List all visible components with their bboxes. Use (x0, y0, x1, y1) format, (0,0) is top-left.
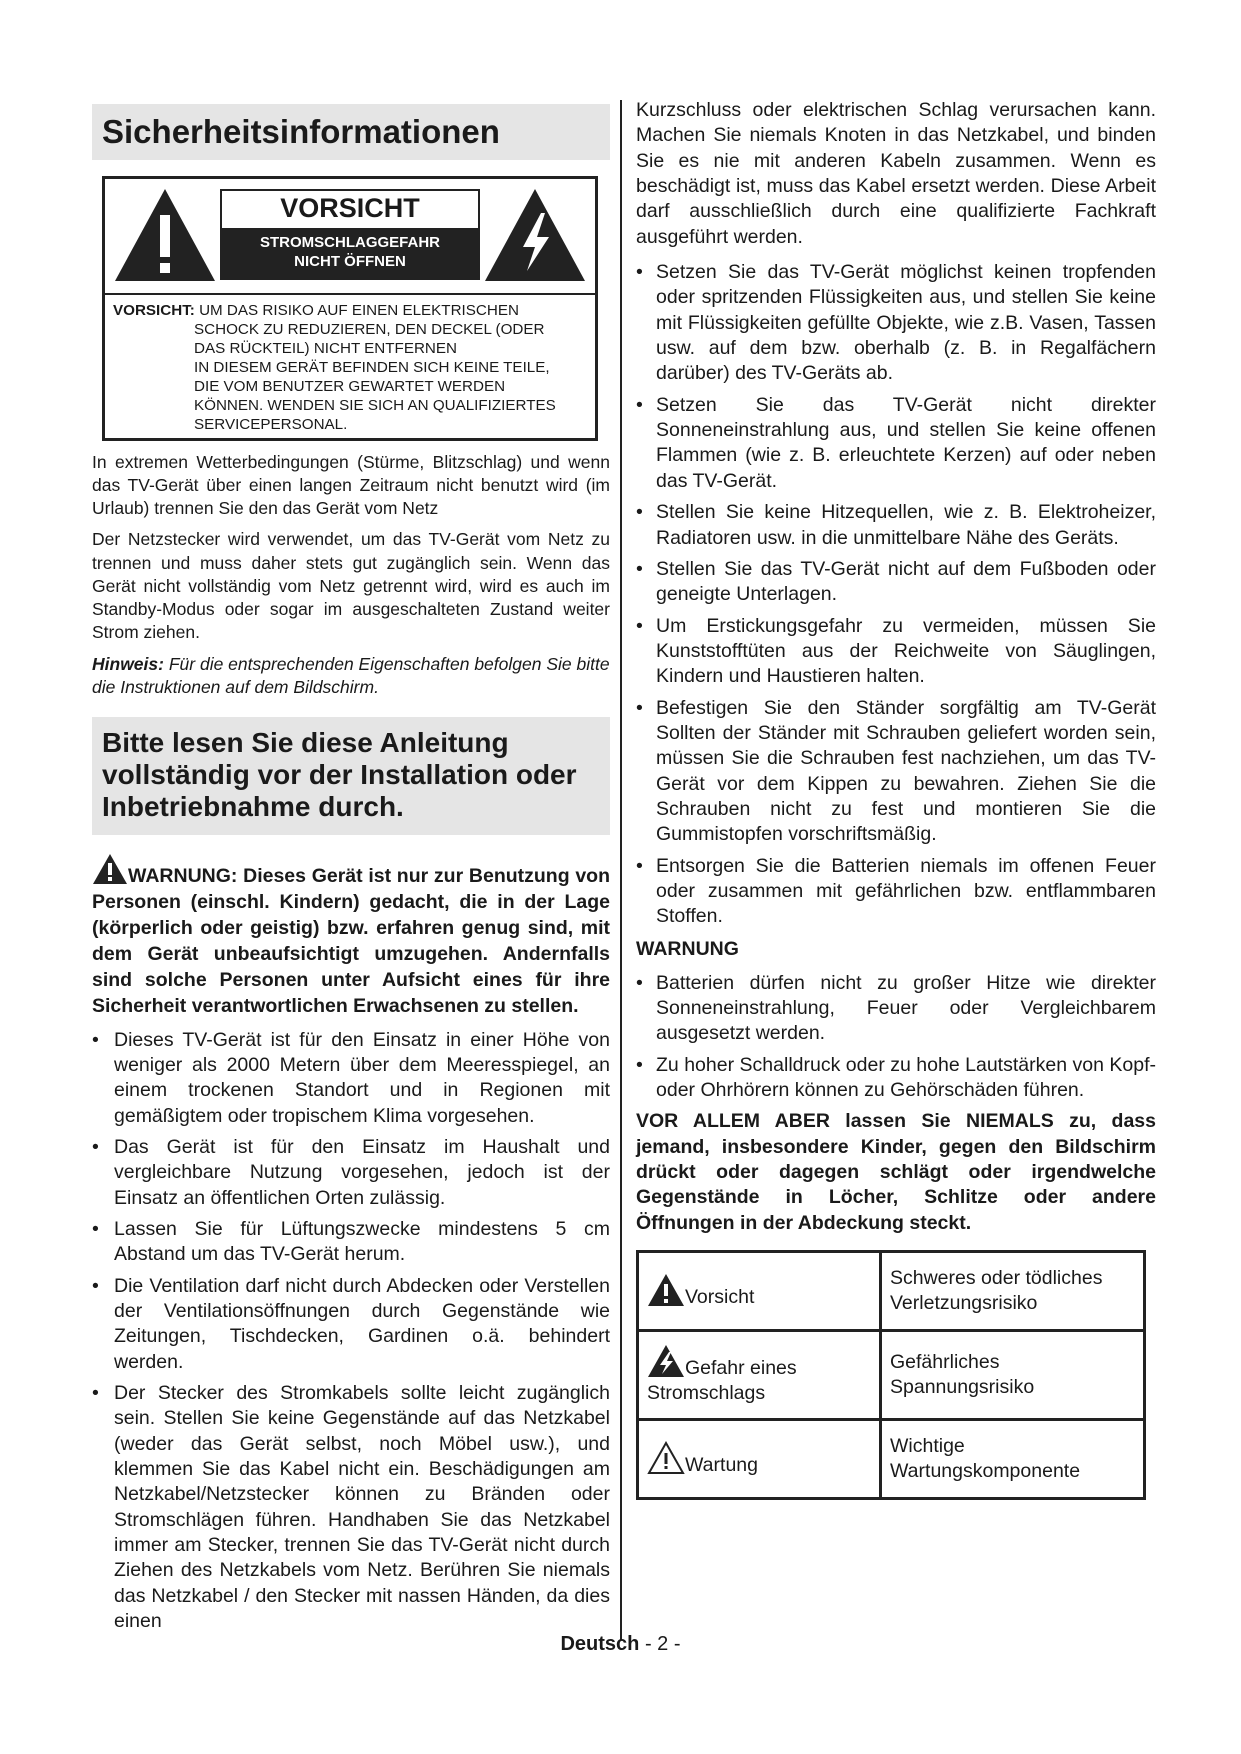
caution-box (102, 176, 598, 441)
list-item: • Stellen Sie keine Hitzequellen, wie z. B. Elektroheizer, Radiatoren usw. in die unmittelbare Nähe des Geräts. (636, 500, 1156, 551)
table-row (638, 1331, 1145, 1420)
hinweis-label: Hinweis: (92, 653, 164, 674)
warnung-heading: WARNUNG (636, 937, 739, 960)
warnung-bullet-list (636, 971, 1156, 1104)
section-title-safety: Sicherheitsinformationen (92, 104, 610, 160)
right-column (636, 98, 1156, 1500)
paragraph-mains-plug: Der Netzstecker wird verwendet, um das TV-Gerät vom Netz zu trennen und muss daher stets gut zugänglich sein. Wenn das Gerät nicht vollständig vom Netz getrennt wird, wird es auch im Standby-Modus oder sogar im ausgeschalteten Zustand weiter Strom ziehen. (92, 529, 610, 643)
hinweis-text: Für die entsprechenden Eigenschaften befolgen Sie bitte die Instruktionen auf dem Bildschirm. (92, 653, 610, 697)
table-row (638, 1420, 1145, 1499)
vorsicht-title: VORSICHT (280, 193, 420, 224)
page-footer (0, 1633, 1241, 1656)
legend-desc-cell: Gefährliches Spannungsrisiko (881, 1331, 1145, 1420)
left-bullet-list (92, 1028, 610, 1635)
vorsicht-subtitle (222, 228, 478, 278)
caution-line-6: KÖNNEN. WENDEN SIE SICH AN QUALIFIZIERTES (194, 396, 556, 414)
list-item: • Zu hoher Schalldruck oder zu hohe Lautstärken von Kopf- oder Ohrhörern können zu Gehörschäden führen. (636, 1053, 1156, 1104)
final-bold-warning: VOR ALLEM ABER lassen Sie NIEMALS zu, dass jemand, insbesondere Kinder, gegen den Bildschirm drückt oder dagegen schlägt oder irgendwelche Gegenstände in Löcher, Schlitze oder andere Öffnungen in der Abdeckung steckt. (636, 1110, 1156, 1234)
symbol-legend-table (636, 1250, 1146, 1500)
legend-desc-cell: Wichtige Wartungskomponente (881, 1420, 1145, 1499)
paragraph-continued: Kurzschluss oder elektrischen Schlag verursachen kann. Machen Sie niemals Knoten in das Netzkabel, und binden Sie es nie mit anderen Kabeln zusammen. Wenn es beschädigt ist, muss das Kabel ersetzt werden. Diese Arbeit darf ausschließlich durch eine qualifizierte Fachkraft ausgeführt werden. (636, 99, 1156, 248)
warning-icon (92, 853, 128, 885)
caution-line-3: DAS RÜCKTEIL) NICHT ENTFERNEN (194, 339, 457, 357)
list-item: • Das Gerät ist für den Einsatz im Haushalt und vergleichbare Nutzung vorgesehen, jedoch ist der Einsatz an öffentlichen Orten zulässig. (92, 1135, 610, 1211)
legend-label-cell (638, 1420, 881, 1499)
caution-text (105, 295, 595, 438)
table-row (638, 1252, 1145, 1331)
column-divider (620, 100, 622, 1640)
list-item: • Batterien dürfen nicht zu großer Hitze wie direkter Sonneneinstrahlung, Feuer oder Vergleichbarem ausgesetzt werden. (636, 971, 1156, 1047)
section-title-read-manual: Bitte lesen Sie diese Anleitung vollständig vor der Installation oder Inbetriebnahme durch. (92, 717, 610, 835)
legend-label: Vorsicht (685, 1285, 755, 1308)
shock-icon (647, 1344, 685, 1378)
paragraph-weather: In extremen Wetterbedingungen (Stürme, Blitzschlag) und wenn das TV-Gerät über einen langen Zeitraum nicht benutzt wird (im Urlaub) trennen Sie den das Gerät vom Netz (92, 451, 610, 519)
list-item: • Der Stecker des Stromkabels sollte leicht zugänglich sein. Stellen Sie keine Gegenstände auf das Netzkabel (weder das Gerät selbst, noch Möbel usw.), und klemmen Sie das Kabel nicht ein. Beschädigungen am Netzkabel/Netzstecker können zu Bränden oder Stromschlägen führen. Handhaben Sie das Netzkabel immer am Stecker, trennen Sie das TV-Gerät nicht durch Ziehen des Netzkabels vom Netz. Berühren Sie niemals das Netzkabel / den Stecker mit nassen Händen, da dies einen (92, 1381, 610, 1634)
warning-text: WARNUNG: Dieses Gerät ist nur zur Benutzung von Personen (einschl. Kindern) gedacht, die in der Lage (körperlich oder geistig) bzw. erfahren genug sind, mit dem Gerät unbeaufsichtigt umzugehen. Andernfalls sind solche Personen unter Aufsicht eines für ihre Sicherheit verantwortlichen Erwachsenen zu stellen. (92, 864, 610, 1017)
caution-line-4: IN DIESEM GERÄT BEFINDEN SICH KEINE TEILE, (194, 358, 550, 376)
left-column (92, 104, 610, 1640)
caution-line-1: UM DAS RISIKO AUF EINEN ELEKTRISCHEN (199, 301, 519, 319)
list-item: • Dieses TV-Gerät ist für den Einsatz in einer Höhe von weniger als 2000 Metern über dem Meeresspiegel, an einem trockenen Standort und in Regionen mit gemäßigtem oder tropischem Klima vorgesehen. (92, 1028, 610, 1129)
list-item: • Befestigen Sie den Ständer sorgfältig am TV-Gerät Sollten der Ständer mit Schrauben geliefert worden sein, müssen Sie die Schrauben fest nachziehen, um das TV-Gerät vor dem Kippen zu bewahren. Ziehen Sie die Schrauben nicht zu fest und montieren Sie die Gummistopfen vorschriftsmäßig. (636, 696, 1156, 848)
footer-language: Deutsch (560, 1633, 640, 1655)
list-item: • Lassen Sie für Lüftungszwecke mindestens 5 cm Abstand um das TV-Gerät herum. (92, 1217, 610, 1268)
caution-line-2: SCHOCK ZU REDUZIEREN, DEN DECKEL (ODER (194, 320, 545, 338)
list-item: • Die Ventilation darf nicht durch Abdecken oder Verstellen der Ventilationsöffnungen durch Gegenstände wie Zeitungen, Tischdecken, Gardinen o.ä. behindert werden. (92, 1274, 610, 1375)
maintenance-icon (647, 1441, 685, 1475)
list-item: • Um Erstickungsgefahr zu vermeiden, müssen Sie Kunststofftüten aus der Reichweite von Säuglingen, Kindern und Haustieren halten. (636, 614, 1156, 690)
warning-paragraph (92, 853, 610, 1020)
right-bullet-list (636, 260, 1156, 930)
legend-label-cell (638, 1252, 881, 1331)
hinweis-note (92, 653, 610, 700)
legend-label: Wartung (685, 1453, 758, 1476)
caution-text-label: VORSICHT: (113, 301, 195, 319)
legend-desc-cell: Schweres oder tödliches Verletzungsrisiko (881, 1252, 1145, 1331)
footer-page-number: - 2 - (639, 1633, 681, 1655)
list-item: • Setzen Sie das TV-Gerät nicht direkter Sonneneinstrahlung aus, und stellen Sie keine offenen Flammen (wie z. B. erleuchtete Kerzen) auf oder neben das TV-Gerät. (636, 393, 1156, 494)
vorsicht-sub-line1: STROMSCHLAGGEFAHR (260, 234, 440, 252)
vorsicht-sub-line2: NICHT ÖFFNEN (294, 253, 406, 271)
list-item: • Stellen Sie das TV-Gerät nicht auf dem Fußboden oder geneigte Unterlagen. (636, 557, 1156, 608)
caution-header (105, 179, 595, 295)
legend-label: Gefahr eines Stromschlags (647, 1357, 797, 1405)
warning-icon (647, 1273, 685, 1307)
caution-line-7: SERVICEPERSONAL. (194, 415, 348, 433)
lightning-triangle-icon (483, 187, 587, 283)
list-item: • Entsorgen Sie die Batterien niemals im offenen Feuer oder zusammen mit gefährlichen bzw. entflammbaren Stoffen. (636, 854, 1156, 930)
exclamation-triangle-icon (113, 187, 217, 283)
legend-label-cell (638, 1331, 881, 1420)
list-item: • Setzen Sie das TV-Gerät möglichst keinen tropfenden oder spritzenden Flüssigkeiten aus, und stellen Sie keine mit Flüssigkeiten gefüllte Objekte, wie z.B. Vasen, Tassen usw. auf dem bzw. oberhalb (z. B. in Regalfächern darüber) des TV-Geräts ab. (636, 260, 1156, 387)
caution-line-5: DIE VOM BENUTZER GEWARTET WERDEN (194, 377, 506, 395)
vorsicht-label-box (220, 189, 480, 280)
